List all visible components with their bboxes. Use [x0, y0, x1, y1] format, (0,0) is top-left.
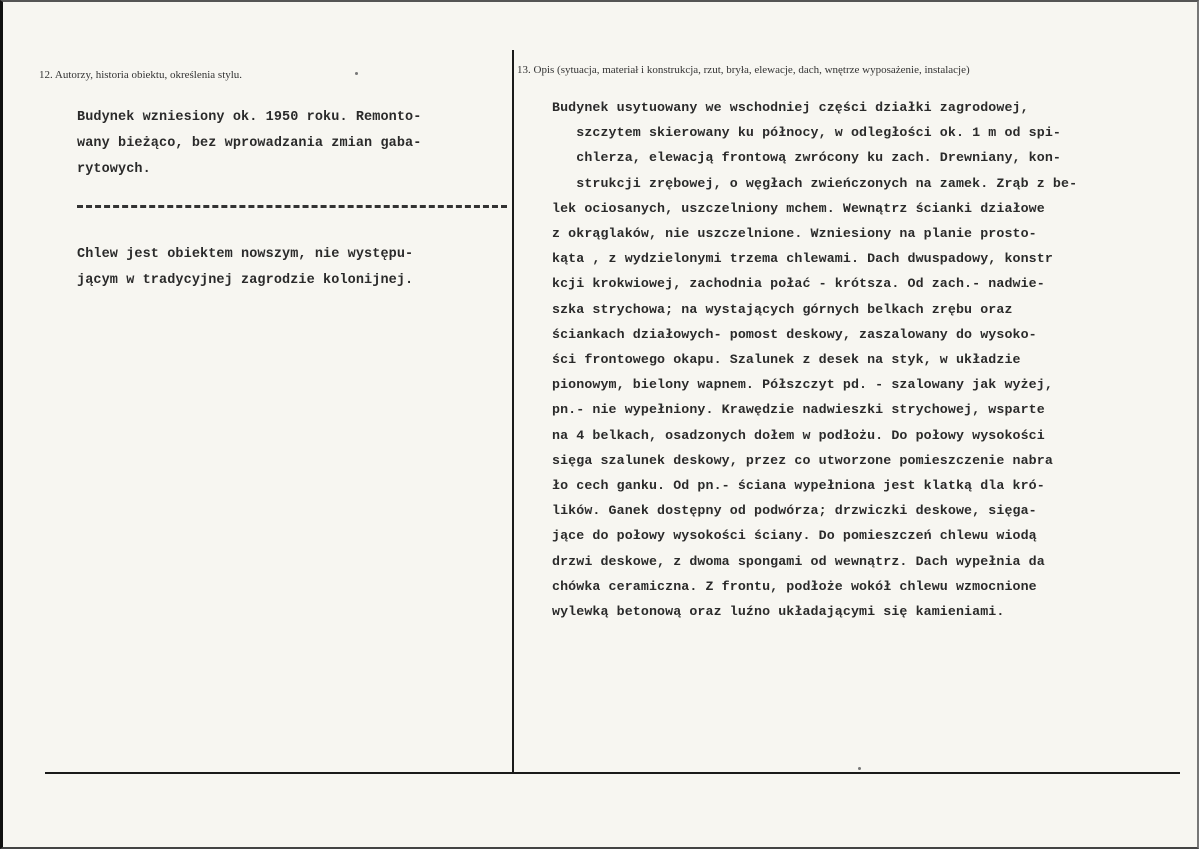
section-12-note-text: Chlew jest obiektem nowszym, nie występu- jącym w tradycyjnej zagrodzie kolonijnej. [77, 247, 414, 288]
bottom-rule [45, 772, 1180, 774]
section-12-history-text: Budynek wzniesiony ok. 1950 roku. Remonto- wany bieżąco, bez wprowadzania zmian gaba- rytowych. [77, 110, 422, 177]
dashed-separator [77, 205, 507, 208]
paper-speck [858, 767, 861, 770]
column-divider [512, 50, 514, 772]
section-12-heading: 12. Autorzy, historia obiektu, określenia stylu. [39, 69, 243, 81]
section-13-description-text: Budynek usytuowany we wschodniej części działki zagrodowej, szczytem skierowany ku północy, w odległości ok. 1 m od spi- chlerza, elewacją frontową zwrócony ku zach. Drewniany, kon- strukcji zrębowej, o węgłach zwieńczonych na zamek. Zrąb z be- lek ociosanych, uszczelniony mchem. Wewnątrz ścianki działowe z okrąglaków, nie uszczelnione. Wzniesiony na planie prosto- kąta , z wydzielonymi trzema chlewami. Dach dwuspadowy, konstr kcji krokwiowej, zachodnia połać - krótsza. Od zach.- nadwie- szka strychowa; na wystających górnych belkach zrębu oraz ściankach działowych- pomost deskowy, zaszalowany do wysoko- ści frontowego okapu. Szalunek z desek na styk, w układzie pionowym, bielony wapnem. Półszczyt pd. - szalowany jak wyżej, pn.- nie wypełniony. Krawędzie nadwieszki strychowej, wsparte na 4 belkach, osadzonych dołem w podłożu. Do połowy wysokości sięga szalunek deskowy, przez co utworzone pomieszczenie nabra ło cech ganku. Od pn.- ściana wypełniona jest klatką dla kró- lików. Ganek dostępny od podwórza; drzwiczki deskowe, sięga- jące do połowy wysokości ściany. Do pomieszczeń chlewu wiodą drzwi deskowe, z dwoma spongami od wewnątrz. Dach wypełnia da chówka ceramiczna. Z frontu, podłoże wokół chlewu wzmocnione wylewką betonową oraz luźno układającymi się kamieniami. [552, 100, 1078, 620]
paper-speck [355, 72, 358, 75]
section-13-heading: 13. Opis (sytuacja, materiał i konstrukcja, rzut, bryła, elewacje, dach, wnętrze wyposażenie, instalacje) [517, 64, 970, 76]
